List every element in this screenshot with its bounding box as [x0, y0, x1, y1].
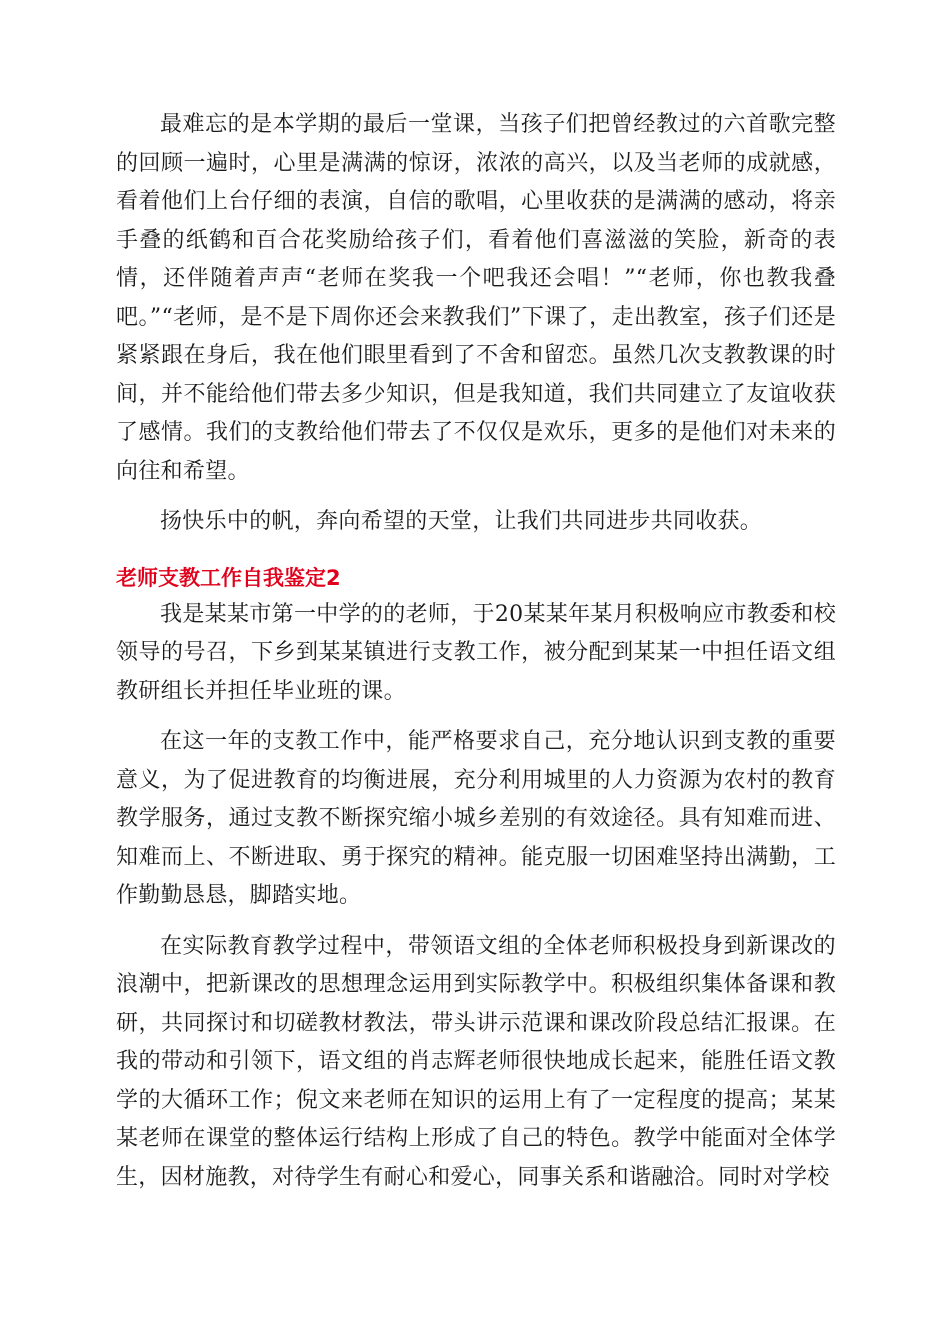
- paragraph-closing-line: 扬快乐中的帆，奔向希望的天堂，让我们共同进步共同收获。: [160, 509, 763, 534]
- document-body: [116, 106, 836, 1197]
- paragraph-introduction: 我是某某市第一中学的的老师，于20某某年某月积极响应市教委和校领导的号召，下乡到某某镇进行支教工作，被分配到某某一中担任语文组教研组长并担任毕业班的课。: [116, 601, 836, 704]
- section-heading: 老师支教工作自我鉴定2: [116, 565, 341, 590]
- paragraph-teaching-practice: 在实际教育教学过程中，带领语文组的全体老师积极投身到新课改的浪潮中，把新课改的思想理念运用到实际教学中。积极组织集体备课和教研，共同探讨和切磋教材教法，带头讲示范课和课改阶段总结汇报课。在我的带动和引领下，语文组的肖志辉老师很快地成长起来，能胜任语文教学的大循环工作；倪文来老师在知识的运用上有了一定程度的提高；某某某老师在课堂的整体运行结构上形成了自己的特色。教学中能面对全体学生，因材施教，对待学生有耐心和爱心，同事关系和谐融洽。同时对学校: [116, 933, 836, 1190]
- paragraph-attitude: 在这一年的支教工作中，能严格要求自己，充分地认识到支教的重要意义，为了促进教育的均衡进展，充分利用城里的人力资源为农村的教育教学服务，通过支教不断探究缩小城乡差别的有效途径。具有知难而进、知难而上、不断进取、勇于探究的精神。能克服一切困难坚持出满勤，工作勤勤恳恳，脚踏实地。: [116, 729, 836, 908]
- paragraph-last-lesson: 最难忘的是本学期的最后一堂课，当孩子们把曾经教过的六首歌完整的回顾一遍时，心里是满满的惊讶，浓浓的高兴，以及当老师的成就感，看着他们上台仔细的表演，自信的歌唱，心里收获的是满满的感动，将亲手叠的纸鹤和百合花奖励给孩子们，看着他们喜滋滋的笑脸，新奇的表情，还伴随着声声“老师在奖我一个吧我还会唱！”“老师，你也教我叠吧。”“老师，是不是下周你还会来教我们”下课了，走出教室，孩子们还是紧紧跟在身后，我在他们眼里看到了不舍和留恋。虽然几次支教教课的时间，并不能给他们带去多少知识，但是我知道，我们共同建立了友谊收获了感情。我们的支教给他们带去了不仅仅是欢乐，更多的是他们对未来的向往和希望。: [116, 112, 836, 484]
